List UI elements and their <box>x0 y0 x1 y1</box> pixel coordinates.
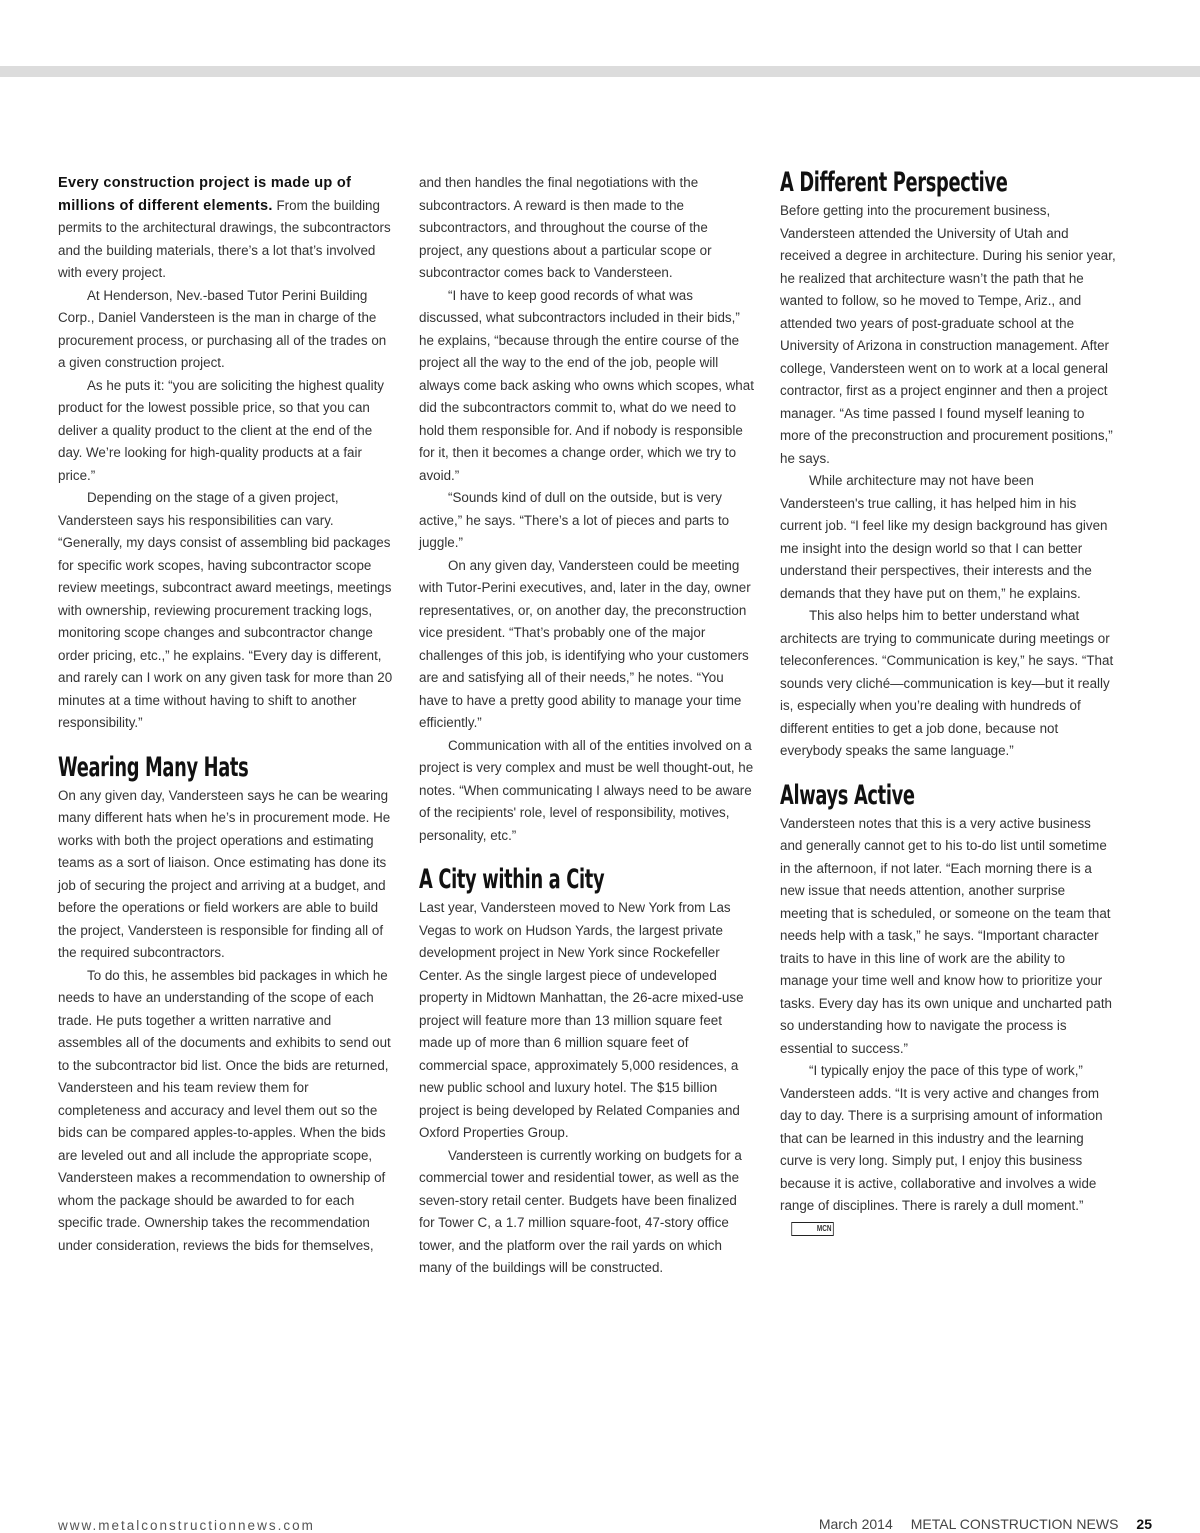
paragraph: This also helps him to better understand what architects are trying to communicate during meetings or teleconferences. “Communication is key,” he says. “That sounds very cliché—communication is key—but it really is, especially when you’re dealing with hundreds of different entities to get a job done, because not everybody speaks the same language.” <box>780 608 1114 758</box>
section-heading: A Different Perspective <box>780 167 1008 198</box>
section-heading: Wearing Many Hats <box>58 751 249 783</box>
paragraph: Communication with all of the entities involved on a project is very complex and must be well thought-out, he notes. “When communicating I always need to be aware of the recipients' role, level of responsibility, motives, personality, etc.” <box>419 737 754 843</box>
paragraph: “I have to keep good records of what was discussed, what subcontractors included in their bids,” he explains, “because through the entire course of the project all the way to the end of the job, people will always come back asking who owns which scopes, what did the subcontractors commit to, what do we need to hold them responsible for. And if nobody is responsible for it, then it becomes a change order, which we try to avoid.” <box>419 287 754 483</box>
paragraph: Before getting into the procurement business, Vandersteen attended the University of Utah and received a degree in architecture. During his senior year, he realized that architecture wasn’t the path that he wanted to follow, so he moved to Tempe, Ariz., and attended two years of post-graduate school at the University of Arizona in construction management. After college, Vandersteen went on to work at a local general contractor, first as a project enginner and then a project manager. “As time passed I found myself leaning to more of the preconstruction and procurement positions,” he says. <box>780 203 1116 466</box>
page-number: 25 <box>1136 1516 1152 1532</box>
paragraph: While architecture may not have been Vandersteen's true calling, it has helped him in his current job. “I feel like my design background has given me insight into the design world so that I can better understand their perspectives, their interests and the demands that they have put on them,” he explains. <box>780 473 1108 601</box>
section-heading: Always Active <box>780 779 915 811</box>
paragraph: “Sounds kind of dull on the outside, but is very active,” he says. “There’s a lot of pieces and parts to juggle.” <box>419 490 730 550</box>
mcn-end-mark-icon: MCN <box>791 1222 834 1236</box>
paragraph: Vandersteen notes that this is a very active business and generally cannot get to his to-do list until sometime in the afternoon, if not later. “Each morning there is a new issue that needs attention, another surprise meeting that is scheduled, or someone on the team that needs help with a task,” he says. “Important character traits to have in this line of work are the ability to manage your time well and know how to prioritize your tasks. Every day has its own unique and uncharted path so understanding how to navigate the process is essential to success.” <box>780 815 1112 1056</box>
paragraph-text: “I typically enjoy the pace of this type of work,” Vandersteen adds. “It is very active and changes from day to day. There is a surprising amount of information that can be learned in this industry and the learning curve is very long. Simply put, I enjoy this business because it is active, collaborative and involves a wide range of disciplines. There is rarely a dull moment.” <box>780 1063 1103 1213</box>
paragraph: On any given day, Vandersteen says he can be wearing many different hats when he’s in procurement mode. He works with both the project operations and estimating teams as a sort of liaison. Once estimating has done its job of securing the project and arriving at a budget, and before the operations or field workers are able to build the project, Vandersteen is responsible for finding all of the required subcontractors. <box>58 787 391 960</box>
section-heading: A City within a City <box>419 864 605 895</box>
paragraph-text: From the building permits to the architectural drawings, the subcontractors and the building materials, there’s a lot that’s involved with every project. <box>58 197 391 280</box>
paragraph: On any given day, Vandersteen could be meeting with Tutor-Perini executives, and, later in the day, owner representatives, or, on another day, the preconstruction vice president. “That’s probably one of the major challenges of this job, is identifying who your customers are and satisfying all of their needs,” he notes. “You have to have a pretty good ability to manage your time efficiently.” <box>419 557 751 730</box>
top-divider-bar <box>0 66 1200 77</box>
footer-date: March 2014 <box>818 1516 893 1532</box>
paragraph <box>780 1060 1116 1240</box>
paragraph: and then handles the final negotiations with the subcontractors. A reward is then made to the subcontractors, and throughout the course of the project, any questions about a particular scope or subcontractor comes back to Vandersteen. <box>419 175 712 280</box>
paragraph: To do this, he assembles bid packages in which he needs to have an understanding of the scope of each trade. He puts together a written narrative and assembles all of the documents and exhibits to send out to the subcontractor bid list. Once the bids are returned, Vandersteen and his team review them for completeness and accuracy and level them out so the bids can be compared apples-to-apples. When the bids are leveled out and all include the appropriate scope, Vandersteen makes a recommendation to ownership of whom the package should be awarded to for each specific trade. Ownership takes the recommendation under consideration, reviews the bids for themselves, <box>58 967 391 1253</box>
paragraph: Depending on the stage of a given project, Vandersteen says his responsibilities can vary. “Generally, my days consist of assembling bid packages for specific work scopes, having subcontractor scope review meetings, subcontract award meetings, meetings with ownership, reviewing procurement tracking logs, monitoring scope changes and subcontractor change order pricing, etc.,” he explains. “Every day is different, and rarely can I work on any given task for more than 20 minutes at a time without having to shift to another responsibility.” <box>58 490 393 730</box>
article-column-2 <box>419 172 755 1280</box>
footer-info <box>801 1516 1152 1532</box>
paragraph <box>58 172 394 285</box>
paragraph: Vandersteen is currently working on budgets for a commercial tower and residential tower, as well as the seven-story retail center. Budgets have been finalized for Tower C, a 1.7 million square-foot, 47-story office tower, and the platform over the rail yards on which many of the buildings will be constructed. <box>419 1147 742 1275</box>
paragraph: As he puts it: “you are soliciting the highest quality product for the lowest possible price, so that you can deliver a quality product to the client at the end of the day. We’re looking for high-quality products at a fair price.” <box>58 377 384 483</box>
footer-publication: METAL CONSTRUCTION NEWS <box>910 1516 1119 1532</box>
article-column-3 <box>780 167 1116 1240</box>
article-column-1 <box>58 172 394 1257</box>
lead-in: Every construction project is made up of millions of different elements. <box>58 175 352 214</box>
footer-website: www.metalconstructionnews.com <box>58 1518 315 1533</box>
paragraph: At Henderson, Nev.-based Tutor Perini Building Corp., Daniel Vandersteen is the man in charge of the procurement process, or purchasing all of the trades on a given construction project. <box>58 287 387 370</box>
paragraph: Last year, Vandersteen moved to New York from Las Vegas to work on Hudson Yards, the largest private development project in New York since Rockefeller Center. As the single largest piece of undeveloped property in Midtown Manhattan, the 26-acre mixed-use project will feature more than 13 million square feet made up of more than 6 million square feet of commercial space, approximately 5,000 residences, a new public school and luxury hotel. The $15 billion project is being developed by Related Companies and Oxford Properties Group. <box>419 900 744 1140</box>
